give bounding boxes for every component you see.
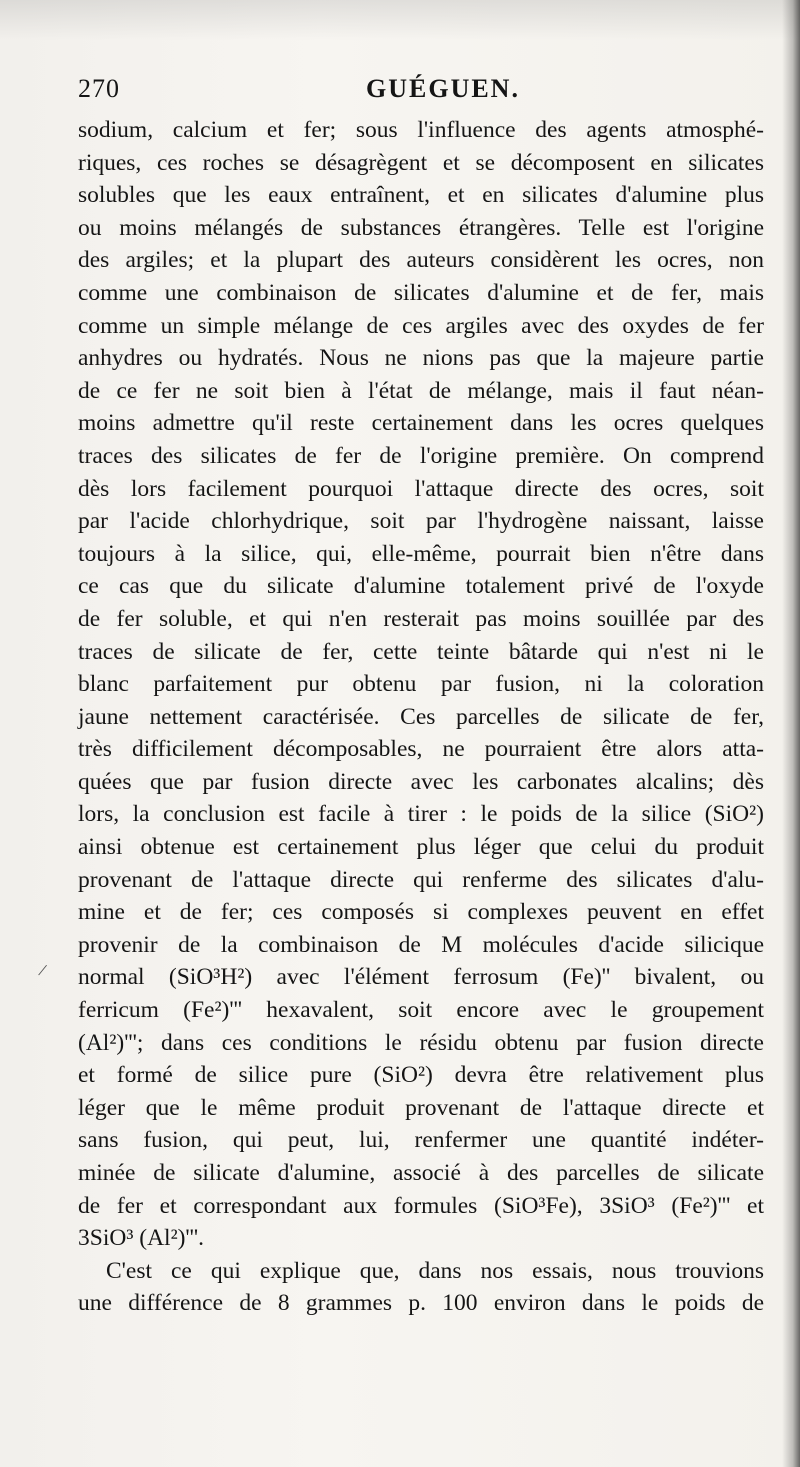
- top-shadow: [0, 0, 800, 40]
- text-line: de fer et correspondant aux formules (SiO³Fe), 3SiO³ (Fe²)''' et: [78, 1192, 764, 1219]
- text-line: quées que par fusion directe avec les carbonates alcalins; dès: [78, 768, 764, 795]
- text-line: très difficilement décomposables, ne pourraient être alors atta-: [78, 736, 764, 763]
- text-line: et formé de silice pure (SiO²) devra être relativement plus: [78, 1062, 764, 1089]
- text-line: traces de silicate de fer, cette teinte bâtarde qui n'est ni le: [78, 638, 764, 665]
- text-line: minée de silicate d'alumine, associé à des parcelles de silicate: [78, 1160, 764, 1186]
- text-line: blanc parfaitement pur obtenu par fusion, ni la coloration: [78, 671, 764, 698]
- text-line: ainsi obtenue est certainement plus léger que celui du produit: [78, 834, 764, 861]
- text-line: C'est ce qui explique que, dans nos essais, nous trouvions: [106, 1257, 764, 1284]
- text-line: (Al²)'''; dans ces conditions le résidu obtenu par fusion directe: [78, 1029, 764, 1056]
- text-line: 3SiO³ (Al²)'''.: [78, 1225, 205, 1252]
- text-line: solubles que les eaux entraînent, et en silicates d'alumine plus: [78, 182, 764, 209]
- text-line: comme un simple mélange de ces argiles avec des oxydes de fer: [78, 312, 764, 339]
- text-line: ce cas que du silicate d'alumine totalement privé de l'oxyde: [78, 573, 764, 600]
- text-line: jaune nettement caractérisée. Ces parcelles de silicate de fer,: [78, 703, 764, 730]
- text-line: une différence de 8 grammes p. 100 environ dans le poids de: [78, 1290, 764, 1317]
- text-line: lors, la conclusion est facile à tirer : le poids de la silice (SiO²): [78, 801, 764, 828]
- text-line: traces des silicates de fer de l'origine première. On comprend: [78, 442, 764, 469]
- text-line: riques, ces roches se désagrègent et se décomposent en silicates: [78, 149, 764, 176]
- page-header: [78, 74, 768, 110]
- text-line: dès lors facilement pourquoi l'attaque directe des ocres, soit: [78, 475, 764, 502]
- margin-mark: /: [36, 959, 49, 981]
- text-line: anhydres ou hydratés. Nous ne nions pas que la majeure partie: [78, 345, 764, 372]
- page-edge-shadow: [782, 0, 800, 1467]
- text-line: de fer soluble, et qui n'en resterait pas moins souillée par des: [78, 605, 764, 632]
- text-line: sans fusion, qui peut, lui, renfermer une quantité indéter-: [78, 1127, 764, 1154]
- text-line: de ce fer ne soit bien à l'état de mélange, mais il faut néan-: [78, 377, 764, 404]
- running-head: GUÉGUEN.: [366, 74, 520, 103]
- text-line: comme une combinaison de silicates d'alumine et de fer, mais: [78, 279, 764, 306]
- body-text: [78, 114, 764, 1320]
- text-line: par l'acide chlorhydrique, soit par l'hydrogène naissant, laisse: [78, 508, 764, 535]
- page-number: 270: [78, 74, 120, 103]
- text-line: toujours à la silice, qui, elle-même, pourrait bien n'être dans: [78, 540, 764, 567]
- text-line: provenir de la combinaison de M molécules d'acide silicique: [78, 931, 764, 958]
- text-line: sodium, calcium et fer; sous l'influence des agents atmosphé-: [78, 117, 764, 143]
- text-line: ferricum (Fe²)''' hexavalent, soit encore avec le groupement: [78, 997, 764, 1024]
- text-line: ou moins mélangés de substances étrangères. Telle est l'origine: [78, 214, 764, 241]
- text-line: moins admettre qu'il reste certainement dans les ocres quelques: [78, 410, 764, 437]
- text-line: mine et de fer; ces composés si complexes peuvent en effet: [78, 899, 764, 926]
- text-line: des argiles; et la plupart des auteurs considèrent les ocres, non: [78, 247, 764, 274]
- text-line: léger que le même produit provenant de l'attaque directe et: [78, 1094, 764, 1121]
- text-line: normal (SiO³H²) avec l'élément ferrosum (Fe)'' bivalent, ou: [78, 964, 764, 991]
- text-line: provenant de l'attaque directe qui renferme des silicates d'alu-: [78, 866, 764, 893]
